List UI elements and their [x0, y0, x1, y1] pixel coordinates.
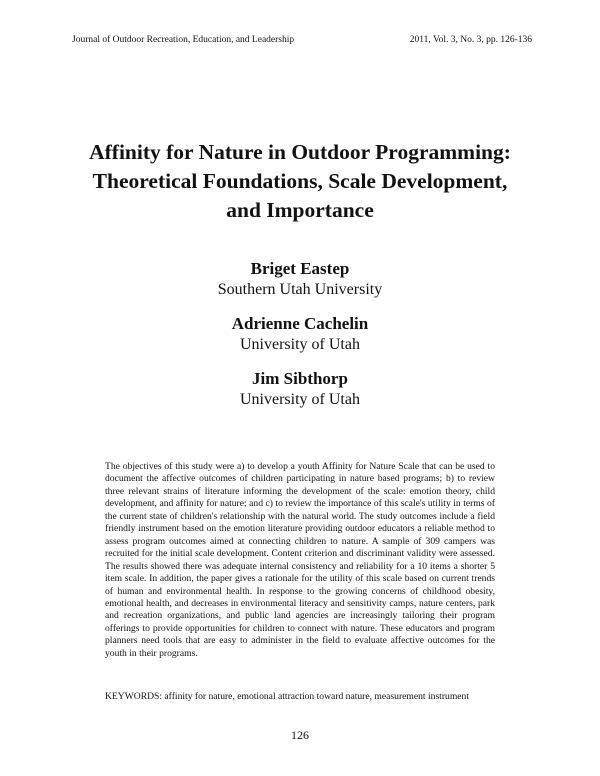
title-line-2: Theoretical Foundations, Scale Development, — [92, 169, 508, 193]
title-line-3: and Importance — [226, 198, 374, 222]
author-block — [0, 313, 600, 355]
paper-title — [40, 138, 560, 225]
journal-name: Journal of Outdoor Recreation, Education, and Leadership — [72, 35, 295, 45]
abstract-text: The objectives of this study were a) to develop a youth Affinity for Nature Scale that can be used to document the affective outcomes of children participating in nature based programs; b) to review three relevant strains of literature informing the development of the scale: emotion theory, child development, and affinity for nature; and c) to review the importance of this scale's utility in terms of the current state of children's relationship with the natural world. The study outcomes include a field friendly instrument based on the emotion literature providing outdoor educators a reliable method to assess program outcomes aimed at connecting children to nature. A sample of 309 campers was recruited for the initial scale development. Content criterion and discriminant validity were assessed. The results showed there was adequate internal consistency and reliability for a 10 items a shorter 5 item scale. In addition, the paper gives a rationale for the utility of this scale based on current trends of human and environmental health. In response to the growing concerns of childhood obesity, emotional health, and decreases in environmental literacy and sensitivity camps, nature centers, park and recreation organizations, and public land agencies are increasingly tailoring their program offerings to provide opportunities for children to connect with nature. These educators and program planners need tools that are easy to administer in the field to evaluate affective outcomes for the youth in their programs. — [105, 461, 495, 659]
author-affiliation: University of Utah — [240, 391, 360, 408]
author-list — [0, 258, 600, 423]
author-name: Adrienne Cachelin — [231, 314, 369, 333]
page-number: 126 — [291, 728, 309, 742]
author-block — [0, 258, 600, 300]
title-line-1: Affinity for Nature in Outdoor Programming: — [89, 140, 511, 164]
author-block — [0, 368, 600, 410]
author-affiliation: Southern Utah University — [217, 281, 383, 298]
author-name: Jim Sibthorp — [252, 369, 348, 388]
keywords-text: KEYWORDS: affinity for nature, emotional attraction toward nature, measurement instrument — [105, 691, 470, 702]
citation-info: 2011, Vol. 3, No. 3, pp. 126-136 — [409, 35, 532, 45]
author-affiliation: University of Utah — [240, 336, 360, 353]
author-name: Briget Eastep — [250, 259, 350, 278]
running-header — [72, 34, 532, 46]
